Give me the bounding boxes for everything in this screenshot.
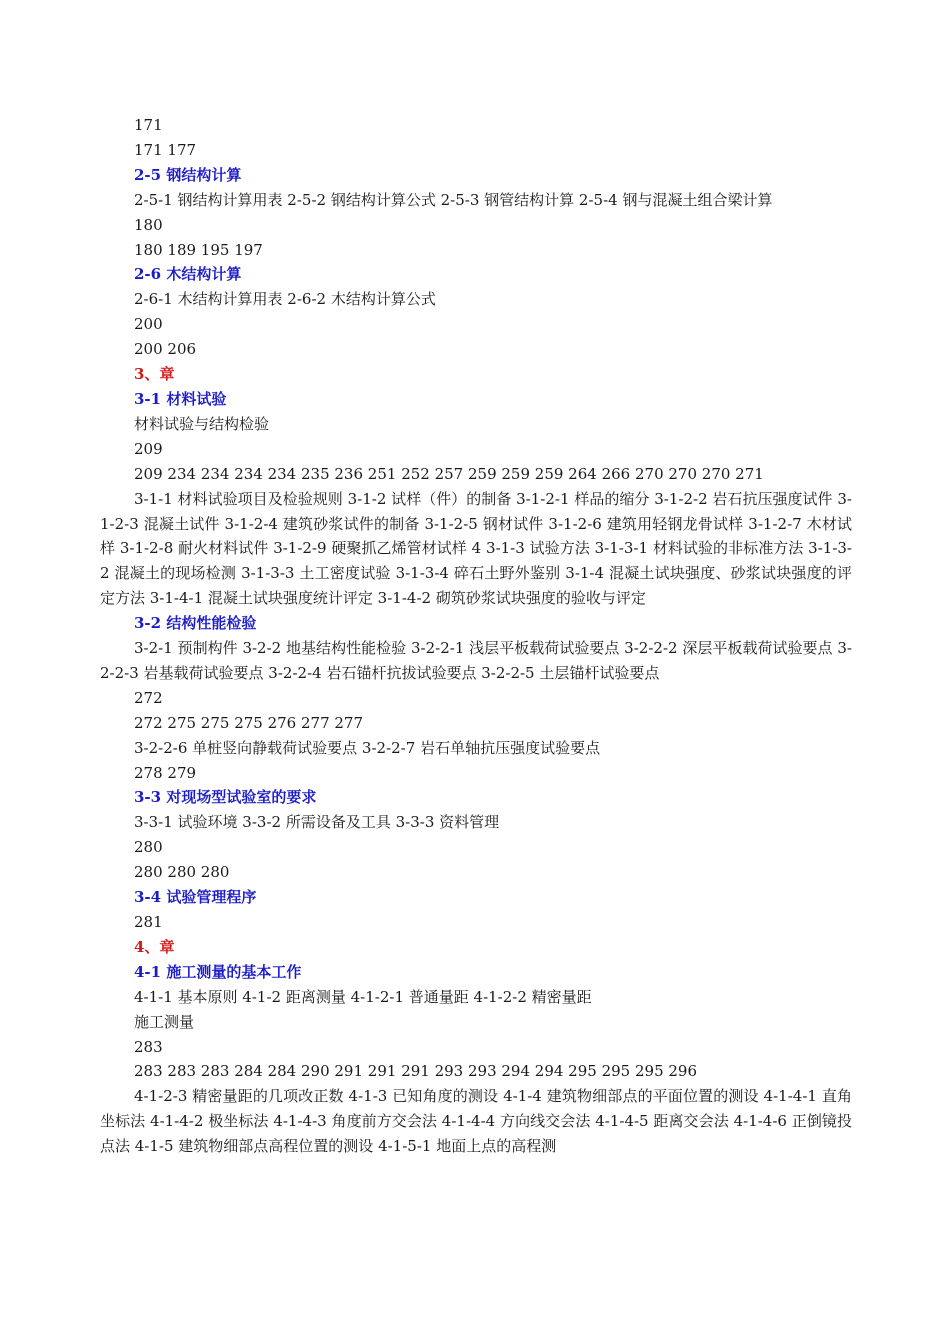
text-line: 材料试验与结构检验 <box>134 414 270 433</box>
text-line: 180 <box>134 215 163 234</box>
text-line: 200 <box>134 315 163 334</box>
text-line: 4-1-1 基本原则 4-1-2 距离测量 4-1-2-1 普通量距 4-1-2-2 精密量距 <box>134 987 592 1006</box>
section-heading: 3-2 结构性能检验 <box>134 614 257 633</box>
text-line: 2-6-1 木结构计算用表 2-6-2 木结构计算公式 <box>134 290 436 309</box>
text-line: 283 <box>134 1037 163 1056</box>
text-line: 2-5-1 钢结构计算用表 2-5-2 钢结构计算公式 2-5-3 钢管结构计算 2-5-4 钢与混凝土组合梁计算 <box>134 190 773 209</box>
text-line: 3-1-1 材料试验项目及检验规则 3-1-2 试样（件）的制备 3-1-2-1 样品的缩分 3-1-2-2 岩石抗压强度试件 3-1-2-3 混凝土试件 3-1-2-4 建筑砂浆试件的制备 3-1-2-5 钢材试件 3-1-2-6 建筑用轻钢龙骨试样 3-1-2-7 木材试样 3-1-2-8 耐火材料试件 3-1-2-9 硬聚抓乙烯管材试样 4 3-1-3 试验方法 3-1-3-1 材料试验的非标准方法 3-1-3-2 混凝土的现场检测 3-1-3-3 土工密度试验 3-1-3-4 碎石土野外鉴别 3-1-4 混凝土试块强度、砂浆试块强度的评定方法 3-1-4-1 混凝土试块强度统计评定 3-1-4-2 砌筑砂浆试块强度的验收与评定 <box>100 489 852 608</box>
text-line: 278 279 <box>134 763 197 782</box>
section-heading: 3-3 对现场型试验室的要求 <box>134 788 317 807</box>
text-line: 209 <box>134 439 163 458</box>
text-line: 209 234 234 234 234 235 236 251 252 257 259 259 259 264 266 270 270 270 271 <box>134 464 764 483</box>
section-heading: 2-6 木结构计算 <box>134 265 242 284</box>
text-line: 4-1-2-3 精密量距的几项改正数 4-1-3 已知角度的测设 4-1-4 建筑物细部点的平面位置的测设 4-1-4-1 直角坐标法 4-1-4-2 极坐标法 4-1-4-3 角度前方交会法 4-1-4-4 方向线交会法 4-1-4-5 距离交会法 4-1-4-6 正倒镜投点法 4-1-5 建筑物细部点高程位置的测设 4-1-5-1 地面上点的高程测 <box>100 1087 852 1156</box>
text-line: 171 177 <box>134 140 197 159</box>
text-line: 3-3-1 试验环境 3-3-2 所需设备及工具 3-3-3 资料管理 <box>134 813 500 832</box>
text-line: 280 280 280 <box>134 863 230 882</box>
text-line: 272 <box>134 688 163 707</box>
text-line: 200 206 <box>134 340 197 359</box>
document-body <box>100 113 852 1159</box>
text-line: 180 189 195 197 <box>134 240 263 259</box>
chapter-heading: 3、章 <box>134 365 175 384</box>
section-heading: 2-5 钢结构计算 <box>134 165 242 184</box>
chapter-heading: 4、章 <box>134 937 175 956</box>
section-heading: 3-1 材料试验 <box>134 389 227 408</box>
text-line: 272 275 275 275 276 277 277 <box>134 713 364 732</box>
section-heading: 4-1 施工测量的基本工作 <box>134 962 302 981</box>
text-line: 施工测量 <box>134 1012 195 1031</box>
text-line: 171 <box>134 116 163 134</box>
text-line: 3-2-2-6 单桩竖向静载荷试验要点 3-2-2-7 岩石单轴抗压强度试验要点 <box>134 738 601 757</box>
section-heading: 3-4 试验管理程序 <box>134 888 257 907</box>
text-line: 3-2-1 预制构件 3-2-2 地基结构性能检验 3-2-2-1 浅层平板载荷试验要点 3-2-2-2 深层平板载荷试验要点 3-2-2-3 岩基载荷试验要点 3-2-2-4 岩石锚杆抗拔试验要点 3-2-2-5 土层锚杆试验要点 <box>100 639 852 682</box>
text-line: 283 283 283 284 284 290 291 291 291 293 293 294 294 295 295 295 296 <box>134 1062 698 1081</box>
text-line: 281 <box>134 913 163 931</box>
text-line: 280 <box>134 838 163 857</box>
